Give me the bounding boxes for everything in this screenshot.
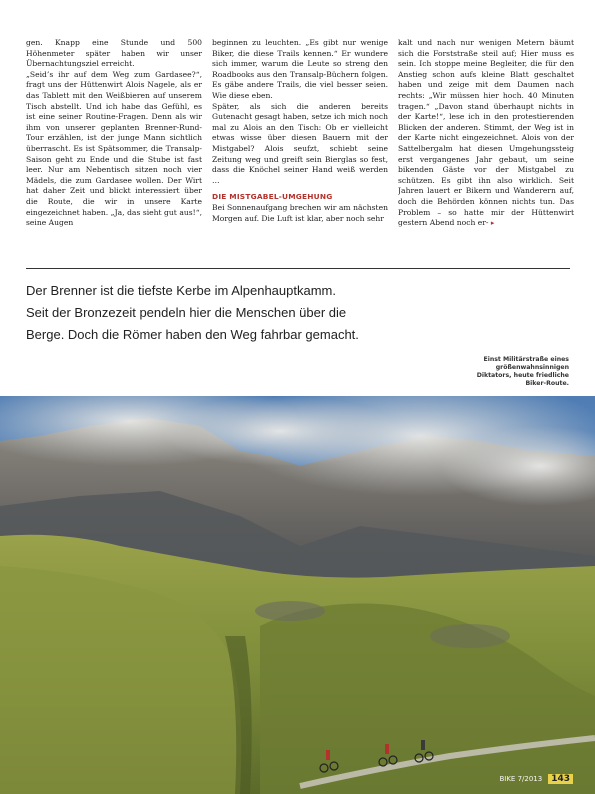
paragraph: beginnen zu leuchten. „Es gibt nur wenige Biker, die diese Trails kennen.“ Er wundere sich immer, warum die Leute so streng den Roadbooks aus den Transalp-Büchern folgen. Es gäbe andere Trails, die viel besser seien. Wie diese eben. [212, 38, 388, 100]
text-column-1 [26, 38, 202, 248]
mountain-photo [0, 396, 595, 794]
divider-rule [26, 268, 570, 269]
text-column-2 [212, 38, 388, 248]
photo-caption [449, 356, 569, 388]
pull-quote-line: Der Brenner ist die tiefste Kerbe im Alpenhauptkamm. [26, 283, 336, 298]
text-column-3 [398, 38, 574, 248]
issue-label: BIKE 7/2013 [499, 775, 543, 783]
pull-quote-line: Seit der Bronzezeit pendeln hier die Menschen über die [26, 305, 347, 320]
page-number: 143 [548, 774, 573, 784]
pull-quote-line: Berge. Doch die Römer haben den Weg fahrbar gemacht. [26, 327, 359, 342]
caption-line: Diktators, heute friedliche [476, 372, 569, 379]
pull-quote [26, 280, 406, 346]
caption-line: größenwahnsinnigen [495, 364, 569, 371]
article-columns [26, 38, 574, 248]
caption-line: Biker-Route. [525, 380, 569, 387]
paragraph [398, 38, 574, 229]
paragraph: Später, als sich die anderen bereits Gutenacht gesagt haben, setze ich mich noch mal zu Alois an den Tisch: Ob er vielleicht etwas wisse über diesen Bauern mit der Mistgabel? Alois seufzt, schiebt seine Zeitung weg und greift sein Bierglas so fest, dass die Knöchel seiner Hand weiß werden … [212, 101, 388, 185]
paragraph: „Seid’s ihr auf dem Weg zum Gardasee?“, fragt uns der Hüttenwirt Alois Nagele, als er das Tablett mit den Weißbieren auf unserem Tisch abstellt. Und ich habe das Gefühl, es ist eine seiner Routine-Fragen. Denn als wir ihm von unserer geplanten Brenner-Rund-Tour erzählen, ist der junge Mann sichtlich überrascht. Es ist Spätsommer, die Transalp-Saison geht zu Ende und die Stube ist fast leer. Nur am Nebentisch sitzen noch vier Mädels, die zum Gardasee wollen. Der Wirt hat daher Zeit und blickt interessiert über die Route, die wir in unsere Karte eingezeichnet haben. „Ja, das sieht gut aus!“, seine Augen [26, 69, 202, 228]
continue-arrow-icon: ▸ [490, 219, 495, 228]
paragraph-text: kalt und nach nur wenigen Metern bäumt sich die Forststraße steil auf; Hier muss es sein. Ich stoppe meine Begleiter, die für den Anstieg schon aufs kleine Blatt geschaltet haben und zeige mit dem Daumen nach rechts: „Wir müssen hier hoch. 40 Minuten tragen.“ „Davon stand überhaupt nichts in der Karte!“, lese ich in den protestierenden Blicken der anderen. Stimmt, der Weg ist in der Karte nicht eingezeichnet. Alois von der Sattelbergalm hat diesen Umgehungssteig erst vergangenes Jahr gebaut, um seine bikenden Gäste vor der Mistgabel zu schützen. Es gibt ihn also wirklich. Seit Jahren lauert er Bikern und Wanderern auf, doch die Behörden können nichts tun. Das Problem – so hatte mir der Hüttenwirt gestern Abend noch er- [398, 38, 574, 228]
page-footer [499, 774, 573, 784]
paragraph: gen. Knapp eine Stunde und 500 Höhenmeter später haben wir unser Übernachtungsziel erreicht. [26, 38, 202, 69]
paragraph: Bei Sonnenaufgang brechen wir am nächsten Morgen auf. Die Luft ist klar, aber noch sehr [212, 202, 388, 223]
section-heading: DIE MISTGABEL-UMGEHUNG [212, 192, 333, 202]
mountain-landscape-image [0, 396, 595, 794]
caption-line: Einst Militärstraße eines [483, 356, 569, 363]
